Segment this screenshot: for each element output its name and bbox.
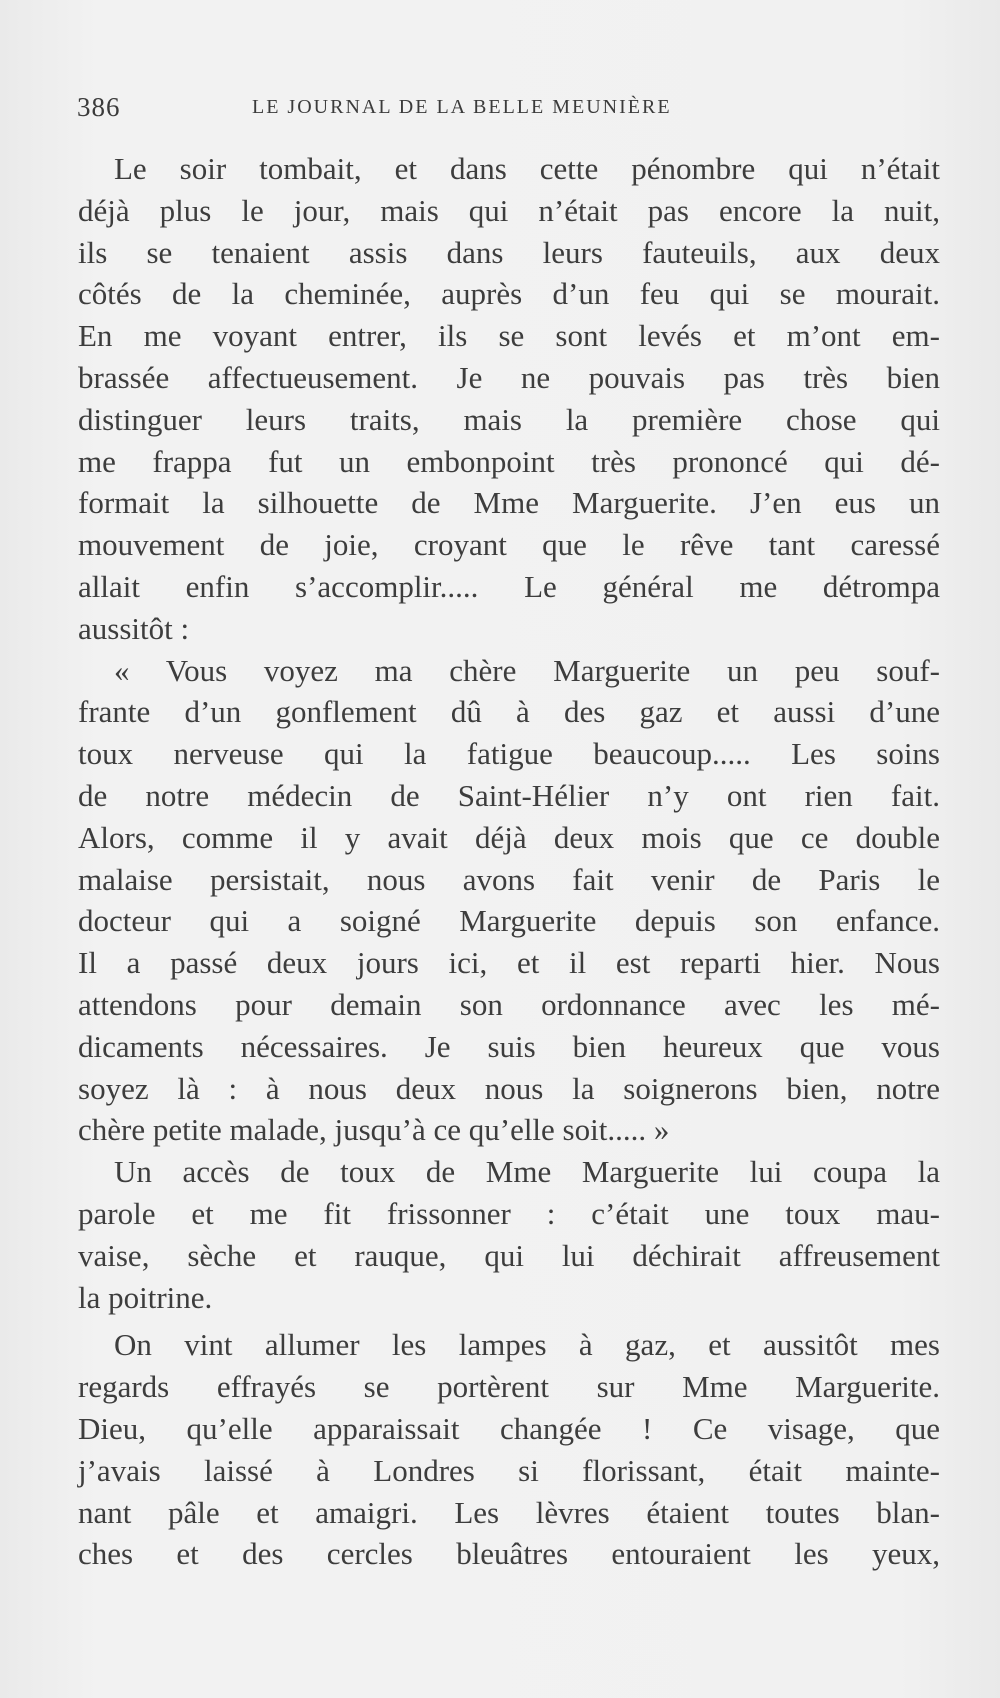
text-line: Il a passé deux jours ici, et il est reparti hier. Nous — [78, 945, 940, 981]
text-line: En me voyant entrer, ils se sont levés et m’ont em- — [78, 318, 940, 354]
text-line: nant pâle et amaigri. Les lèvres étaient toutes blan- — [78, 1494, 940, 1530]
text-line: mouvement de joie, croyant que le rêve tant caressé — [78, 527, 940, 563]
text-line: chère petite malade, jusqu’à ce qu’elle soit..... » — [78, 1112, 670, 1148]
body-text — [78, 148, 940, 1575]
text-line: me frappa fut un embonpoint très prononcé qui dé- — [78, 443, 940, 479]
text-line: « Vous voyez ma chère Marguerite un peu souf- — [114, 652, 940, 688]
text-line: la poitrine. — [78, 1279, 213, 1315]
text-line: dicaments nécessaires. Je suis bien heureux que vous — [78, 1028, 940, 1064]
text-line: soyez là : à nous deux nous la soignerons bien, notre — [78, 1070, 940, 1106]
text-line: malaise persistait, nous avons fait venir de Paris le — [78, 861, 940, 897]
text-line: ils se tenaient assis dans leurs fauteuils, aux deux — [78, 234, 940, 270]
running-title: LE JOURNAL DE LA BELLE MEUNIÈRE — [252, 96, 672, 118]
text-line: frante d’un gonflement dû à des gaz et aussi d’une — [78, 694, 940, 730]
text-line: Un accès de toux de Mme Marguerite lui coupa la — [114, 1154, 940, 1190]
text-line: brassée affectueusement. Je ne pouvais pas très bien — [78, 359, 940, 395]
page-header — [77, 92, 937, 132]
text-line: docteur qui a soigné Marguerite depuis son enfance. — [78, 903, 940, 939]
text-line: j’avais laissé à Londres si florissant, était mainte- — [78, 1452, 940, 1488]
text-line: allait enfin s’accomplir..... Le général me détrompa — [78, 568, 940, 604]
text-line: vaise, sèche et rauque, qui lui déchirait affreusement — [78, 1237, 940, 1273]
text-line: Le soir tombait, et dans cette pénombre qui n’était — [114, 151, 940, 186]
text-line: aussitôt : — [78, 610, 190, 646]
text-line: attendons pour demain son ordonnance avec les mé- — [78, 986, 940, 1022]
text-line: Alors, comme il y avait déjà deux mois que ce double — [78, 819, 940, 855]
text-line: Dieu, qu’elle apparaissait changée ! Ce visage, que — [78, 1410, 940, 1446]
page-number: 386 — [77, 92, 121, 122]
text-line: de notre médecin de Saint-Hélier n’y ont rien fait. — [78, 777, 940, 813]
text-line: côtés de la cheminée, auprès d’un feu qui se mourait. — [78, 276, 940, 312]
text-line: ches et des cercles bleuâtres entouraient les yeux, — [78, 1536, 940, 1572]
text-line: toux nerveuse qui la fatigue beaucoup..... Les soins — [78, 736, 940, 772]
text-line: distinguer leurs traits, mais la première chose qui — [78, 401, 940, 437]
text-line: déjà plus le jour, mais qui n’était pas encore la nuit, — [78, 192, 940, 228]
text-line: formait la silhouette de Mme Marguerite. J’en eus un — [78, 485, 940, 521]
text-line: regards effrayés se portèrent sur Mme Marguerite. — [78, 1369, 940, 1405]
text-line: parole et me fit frissonner : c’était une toux mau- — [78, 1195, 940, 1231]
text-line: On vint allumer les lampes à gaz, et aussitôt mes — [114, 1327, 940, 1363]
